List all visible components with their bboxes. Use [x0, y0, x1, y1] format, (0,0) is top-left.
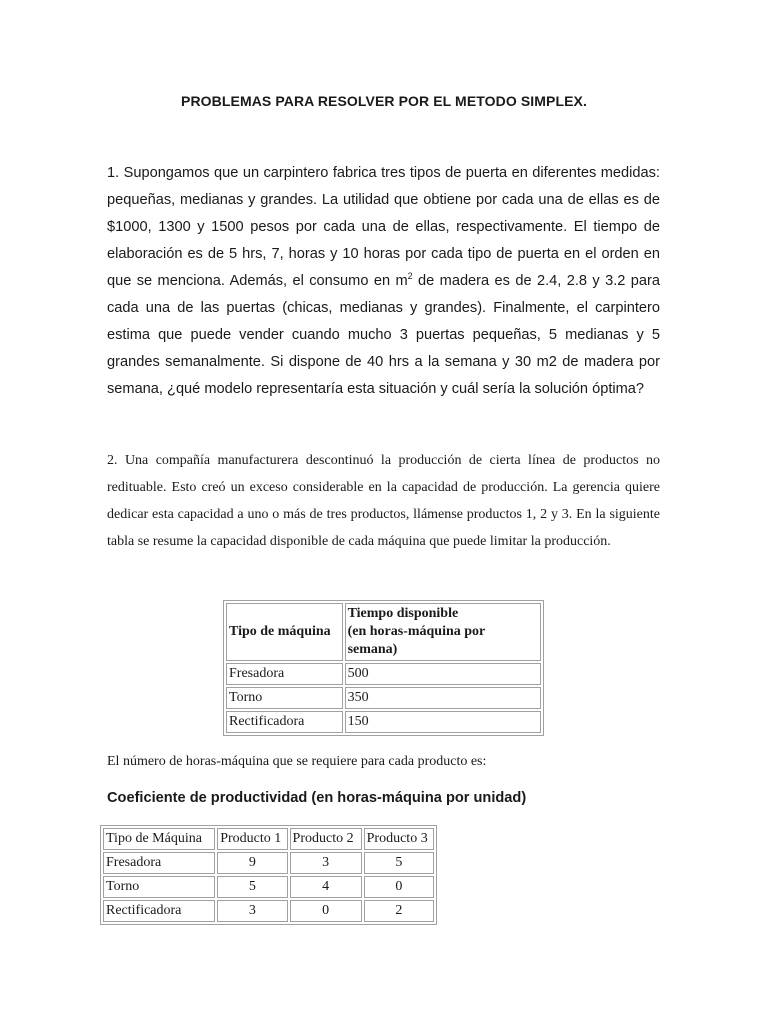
- header-available-time: [345, 603, 541, 661]
- value-cell: 3: [217, 900, 287, 922]
- capacity-table-header: [226, 603, 541, 661]
- value-cell: 0: [364, 876, 434, 898]
- hours-intro-text: El número de horas-máquina que se requiere para cada producto es:: [107, 754, 487, 769]
- header-time-line-1: Tiempo disponible: [347, 606, 459, 621]
- header-product-1: Producto 1: [217, 828, 287, 850]
- table-row: [103, 900, 434, 922]
- value-cell: 2: [364, 900, 434, 922]
- coefficient-heading: Coeficiente de productividad (en horas-máquina por unidad): [107, 790, 527, 806]
- table-row: [226, 687, 541, 709]
- header-machine-type: Tipo de máquina: [226, 603, 343, 661]
- problem-1-text-b: de madera es de 2.4, 2.8 y 3.2 para cada una de las puertas (chicas, medianas y grandes). Finalmente, el carpintero estima que puede vender cuando mucho 3 puertas pequeñas, 5 medianas y 5 grandes semanalmente. Si dispone de 40 hrs a la semana y 30 m2 de madera por semana, ¿qué modelo representaría esta situación y cuál sería la solución óptima?: [107, 273, 660, 397]
- header-time-line-2: (en horas-máquina por semana): [347, 624, 485, 657]
- problem-1-text-a: 1. Supongamos que un carpintero fabrica tres tipos de puerta en diferentes medidas: pequeñas, medianas y grandes. La utilidad que obtiene por cada una de ellas es de $1000, 1300 y 1500 pesos por cada una de ellas, respectivamente. El tiempo de elaboración es de 5 hrs, 7, horas y 10 horas por cada tipo de puerta en el orden en que se menciona. Además, el consumo en m: [107, 165, 660, 289]
- table-row: [103, 876, 434, 898]
- coefficient-table-header: [103, 828, 434, 850]
- machine-cell: Rectificadora: [226, 711, 343, 733]
- value-cell: 3: [290, 852, 362, 874]
- machine-cell: Fresadora: [103, 852, 215, 874]
- table-row: [226, 663, 541, 685]
- value-cell: 5: [217, 876, 287, 898]
- value-cell: 4: [290, 876, 362, 898]
- machine-cell: Rectificadora: [103, 900, 215, 922]
- value-cell: 5: [364, 852, 434, 874]
- document-title: PROBLEMAS PARA RESOLVER POR EL METODO SIMPLEX.: [181, 93, 587, 109]
- coefficient-table: [100, 825, 437, 925]
- table-row: [226, 711, 541, 733]
- hours-cell: 350: [345, 687, 541, 709]
- header-product-2: Producto 2: [290, 828, 362, 850]
- hours-cell: 150: [345, 711, 541, 733]
- value-cell: 0: [290, 900, 362, 922]
- table-row: [103, 852, 434, 874]
- machine-cell: Fresadora: [226, 663, 343, 685]
- header-product-3: Producto 3: [364, 828, 434, 850]
- problem-2-paragraph: 2. Una compañía manufacturera descontinuó la producción de cierta línea de productos no redituable. Esto creó un exceso considerable en la capacidad de producción. La gerencia quiere dedicar esta capacidad a uno o más de tres productos, llámense productos 1, 2 y 3. En la siguiente tabla se resume la capacidad disponible de cada máquina que puede limitar la producción.: [107, 453, 660, 549]
- machine-cell: Torno: [226, 687, 343, 709]
- value-cell: 9: [217, 852, 287, 874]
- capacity-table: [223, 600, 544, 736]
- problem-1-paragraph: [107, 160, 660, 403]
- machine-cell: Torno: [103, 876, 215, 898]
- header-machine-type: Tipo de Máquina: [103, 828, 215, 850]
- superscript-2: 2: [407, 271, 413, 282]
- hours-cell: 500: [345, 663, 541, 685]
